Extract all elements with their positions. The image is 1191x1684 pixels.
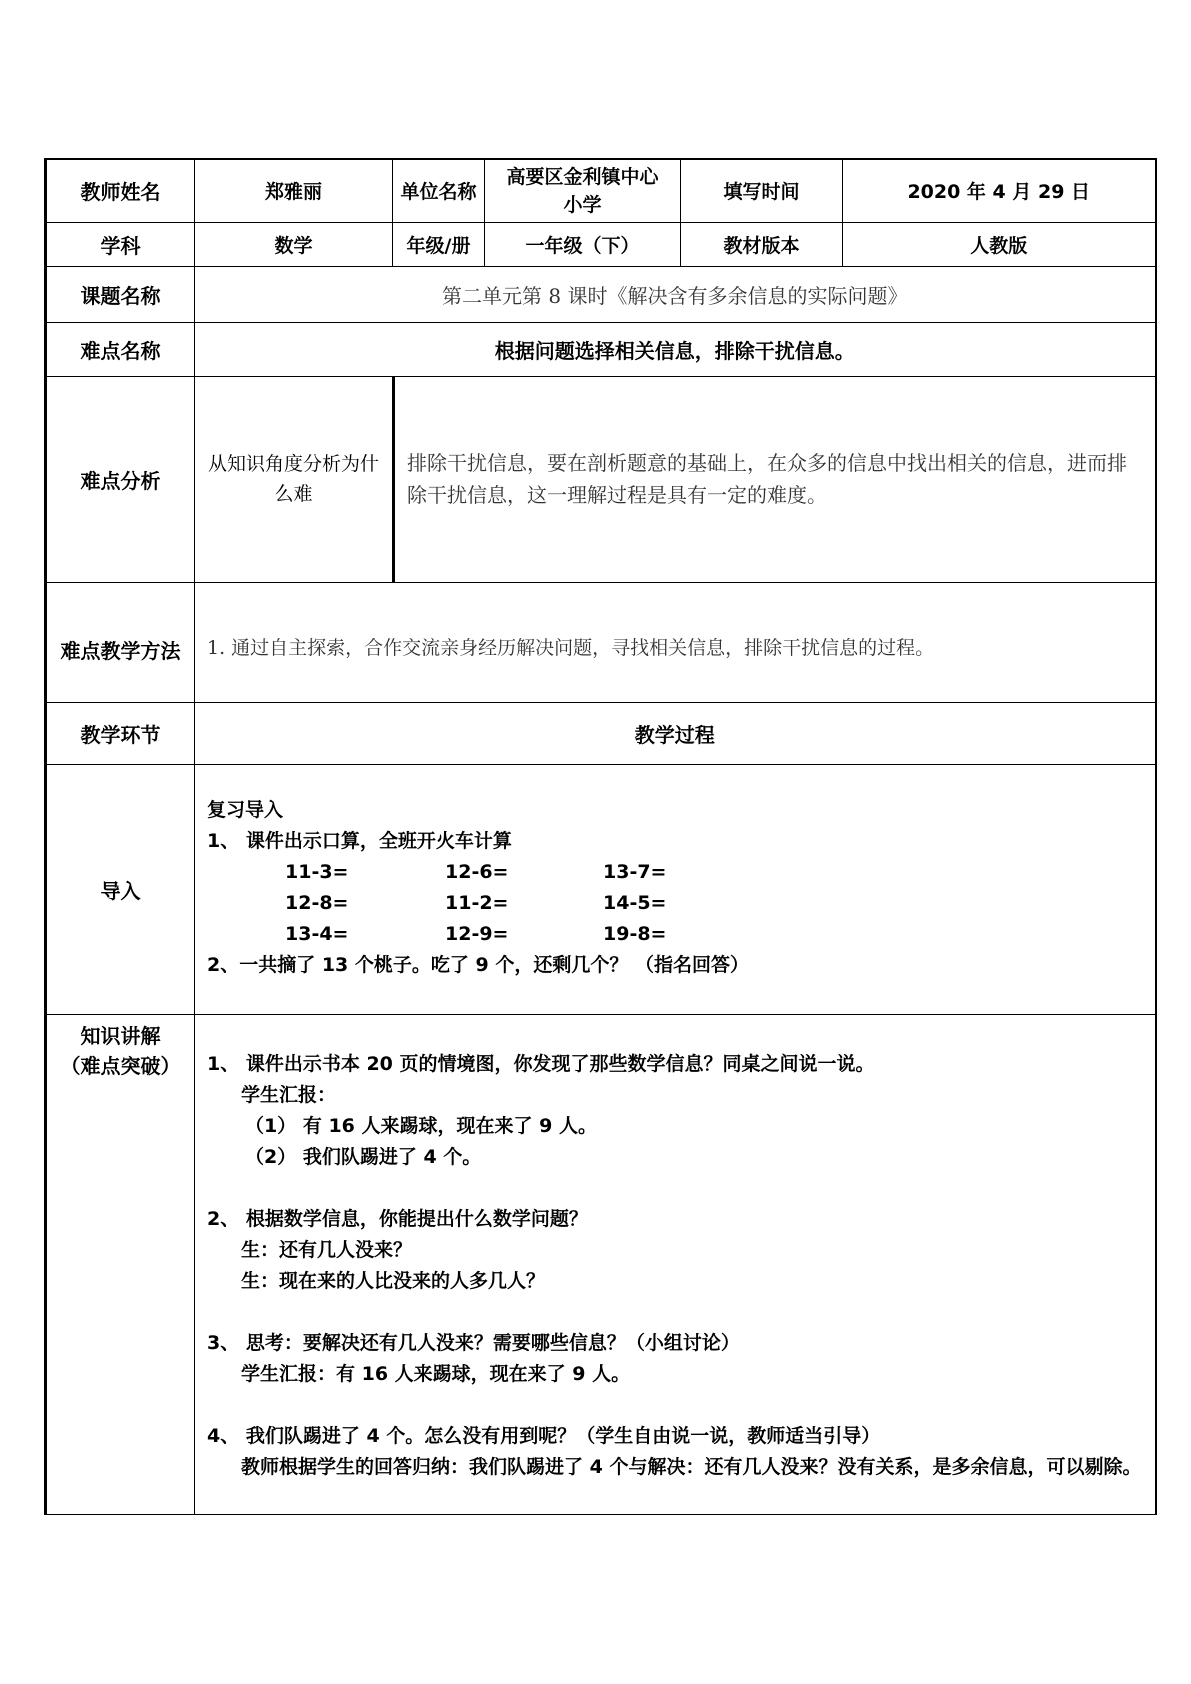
grade-label: 年级/册 bbox=[393, 222, 485, 266]
grade-value: 一年级（下） bbox=[485, 222, 681, 266]
calc-item: 12-6= bbox=[445, 860, 509, 883]
unit-value: 高要区金利镇中心小学 bbox=[485, 159, 681, 222]
calc-item: 12-8= bbox=[285, 891, 349, 914]
topic-value: 第二单元第 8 课时《解决含有多余信息的实际问题》 bbox=[195, 266, 1156, 322]
knowledge-row bbox=[46, 1014, 1156, 1514]
knowledge-line-1: 1、 课件出示书本 20 页的情境图，你发现了那些数学信息？同桌之间说一说。 bbox=[207, 1052, 875, 1075]
knowledge-label-cell bbox=[46, 1014, 195, 1514]
intro-item-2: 2、一共摘了 13 个桃子。吃了 9 个，还剩几个？ （指名回答） bbox=[207, 953, 749, 976]
date-value: 2020 年 4 月 29 日 bbox=[843, 159, 1156, 222]
process-label: 教学环节 bbox=[46, 702, 195, 764]
subject-label: 学科 bbox=[46, 222, 195, 266]
analysis-label: 难点分析 bbox=[46, 376, 195, 582]
knowledge-label-line2: （难点突破） bbox=[60, 1053, 181, 1078]
analysis-text: 排除干扰信息，要在剖析题意的基础上，在众多的信息中找出相关的信息，进而排除干扰信息，这一理解过程是具有一定的难度。 bbox=[407, 451, 1127, 507]
knowledge-label-line1: 知识讲解 bbox=[80, 1023, 161, 1048]
calc-item: 13-4= bbox=[285, 922, 349, 945]
knowledge-content bbox=[195, 1014, 1156, 1514]
method-row bbox=[46, 582, 1156, 702]
intro-item-1: 1、 课件出示口算，全班开火车计算 bbox=[207, 829, 512, 852]
unit-label: 单位名称 bbox=[393, 159, 485, 222]
knowledge-line-11: 教师根据学生的回答归纳：我们队踢进了 4 个与解决：还有几人没来？没有关系，是多余信息，可以剔除。 bbox=[241, 1455, 1142, 1478]
info-row-2 bbox=[46, 222, 1156, 266]
knowledge-line-4: （2） 我们队踢进了 4 个。 bbox=[245, 1145, 482, 1168]
intro-label: 导入 bbox=[46, 764, 195, 1014]
calc-item: 13-7= bbox=[603, 860, 667, 883]
analysis-sub-label: 从知识角度分析为什么难 bbox=[195, 377, 395, 582]
edition-label: 教材版本 bbox=[681, 222, 843, 266]
teacher-value: 郑雅丽 bbox=[195, 159, 393, 222]
subject-value: 数学 bbox=[195, 222, 393, 266]
intro-content bbox=[195, 764, 1156, 1014]
knowledge-line-8: 3、 思考：要解决还有几人没来？需要哪些信息？（小组讨论） bbox=[207, 1331, 740, 1354]
difficulty-row bbox=[46, 322, 1156, 376]
lesson-plan-table bbox=[44, 158, 1157, 1515]
calc-item: 11-3= bbox=[285, 860, 349, 883]
knowledge-line-3: （1） 有 16 人来踢球，现在来了 9 人。 bbox=[245, 1114, 597, 1137]
analysis-row bbox=[46, 376, 1156, 582]
difficulty-label: 难点名称 bbox=[46, 322, 195, 376]
knowledge-line-5: 2、 根据数学信息，你能提出什么数学问题？ bbox=[207, 1207, 588, 1230]
analysis-cell bbox=[195, 376, 1156, 582]
calc-item: 19-8= bbox=[603, 922, 667, 945]
intro-row bbox=[46, 764, 1156, 1014]
topic-label: 课题名称 bbox=[46, 266, 195, 322]
calc-grid bbox=[207, 857, 1155, 950]
process-header-row bbox=[46, 702, 1156, 764]
knowledge-line-6: 生：还有几人没来？ bbox=[241, 1238, 413, 1261]
calc-item: 11-2= bbox=[445, 891, 509, 914]
teacher-label: 教师姓名 bbox=[46, 159, 195, 222]
intro-title: 复习导入 bbox=[207, 798, 284, 821]
analysis-split bbox=[195, 377, 1155, 582]
calc-item: 14-5= bbox=[603, 891, 667, 914]
method-value: 1. 通过自主探索，合作交流亲身经历解决问题，寻找相关信息，排除干扰信息的过程。 bbox=[195, 582, 1156, 702]
lesson-plan-sheet bbox=[44, 158, 1154, 1515]
info-row-1 bbox=[46, 159, 1156, 222]
method-label: 难点教学方法 bbox=[46, 582, 195, 702]
difficulty-value: 根据问题选择相关信息，排除干扰信息。 bbox=[195, 322, 1156, 376]
process-title: 教学过程 bbox=[195, 702, 1156, 764]
edition-value: 人教版 bbox=[843, 222, 1156, 266]
calc-item: 12-9= bbox=[445, 922, 509, 945]
date-label: 填写时间 bbox=[681, 159, 843, 222]
knowledge-line-7: 生：现在来的人比没来的人多几人？ bbox=[241, 1269, 546, 1292]
topic-row bbox=[46, 266, 1156, 322]
knowledge-line-9: 学生汇报：有 16 人来踢球，现在来了 9 人。 bbox=[241, 1362, 631, 1385]
knowledge-line-2: 学生汇报： bbox=[241, 1083, 337, 1106]
knowledge-line-10: 4、 我们队踢进了 4 个。怎么没有用到呢？（学生自由说一说，教师适当引导） bbox=[207, 1424, 881, 1447]
